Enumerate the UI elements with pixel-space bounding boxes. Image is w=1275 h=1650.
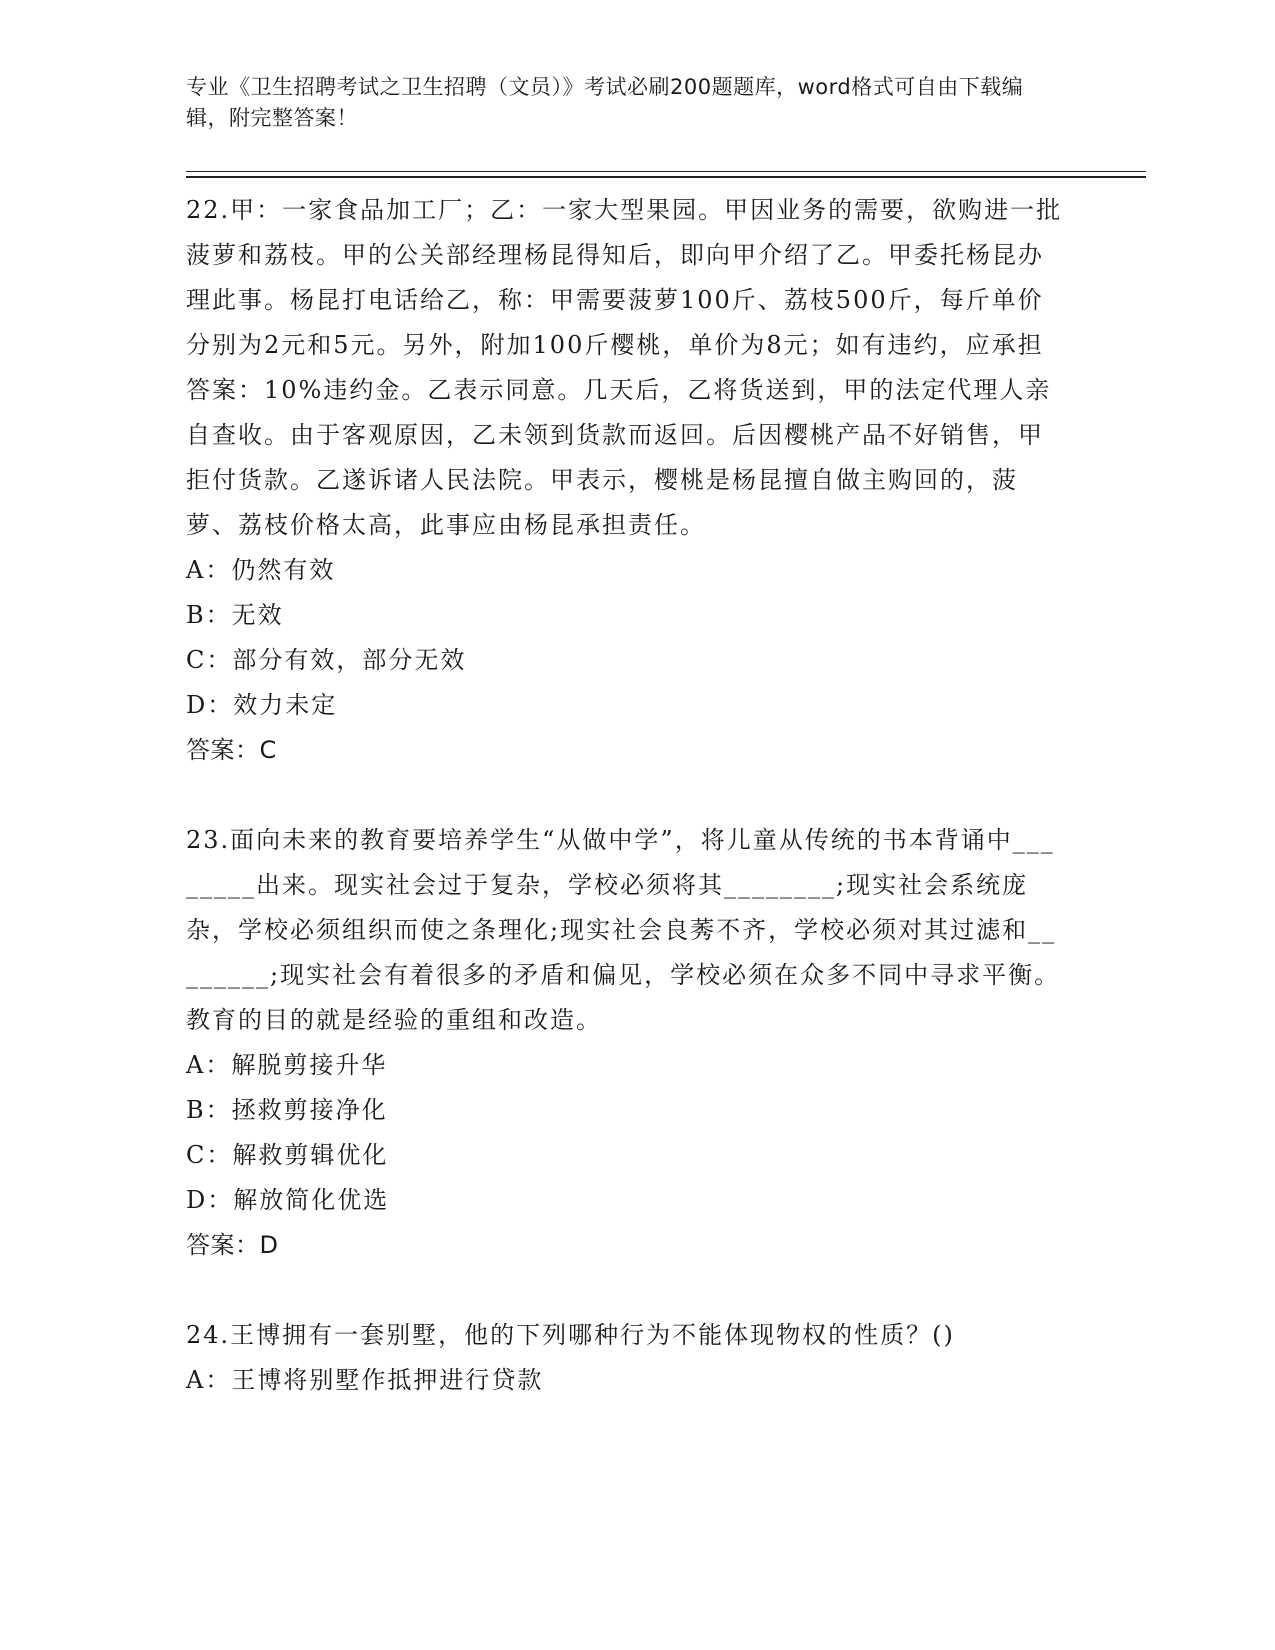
option-a: A：解脱剪接升华 <box>186 1051 388 1079</box>
option-c: C：解救剪辑优化 <box>186 1141 389 1169</box>
option-d: D：解放简化优选 <box>186 1186 390 1214</box>
question-stem: 22.甲：一家食品加工厂；乙：一家大型果园。甲因业务的需要，欲购进一批菠萝和荔枝。甲的公关部经理杨昆得知后，即向甲介绍了乙。甲委托杨昆办理此事。杨昆打电话给乙，称：甲需要菠萝100斤、荔枝500斤，每斤单价分别为2元和5元。另外，附加100斤樱桃，单价为8元；如有违约，应承担答案：10%违约金。乙表示同意。几天后，乙将货送到，甲的法定代理人亲自查收。由于客观原因，乙未领到货款而返回。后因樱桃产品不好销售，甲拒付货款。乙遂诉诸人民法院。甲表示，樱桃是杨昆擅自做主购回的，菠萝、荔枝价格太高，此事应由杨昆承担责任。 <box>186 196 1063 539</box>
question-stem: 24.王博拥有一套别墅，他的下列哪种行为不能体现物权的性质？() <box>186 1321 955 1349</box>
question-spacer <box>186 1268 1066 1313</box>
document-header: 专业《卫生招聘考试之卫生招聘（文员）》考试必刷200题题库，word格式可自由下载编辑，附完整答案！ <box>186 75 1024 130</box>
option-a: A：王博将别墅作抵押进行贷款 <box>186 1366 544 1394</box>
header-divider-thin <box>186 171 1146 172</box>
option-b: B：拯救剪接净化 <box>186 1096 388 1124</box>
question-stem: 23.面向未来的教育要培养学生“从做中学”，将儿童从传统的书本背诵中________出来。现实社会过于复杂，学校必须将其________;现实社会系统庞杂，学校必须组织而使之条理化;现实社会良莠不齐，学校必须对其过滤和________;现实社会有着很多的矛盾和偏见，学校必须在众多不同中寻求平衡。教育的目的就是经验的重组和改造。 <box>186 826 1061 1034</box>
option-a: A：仍然有效 <box>186 556 336 584</box>
answer-line: 答案：C <box>186 736 277 764</box>
option-d: D：效力未定 <box>186 691 338 719</box>
option-c: C：部分有效，部分无效 <box>186 646 467 674</box>
question-23 <box>186 818 1066 1268</box>
question-22 <box>186 188 1066 773</box>
question-24 <box>186 1313 1066 1403</box>
question-spacer <box>186 773 1066 818</box>
header-divider-thick <box>186 176 1146 178</box>
option-b: B：无效 <box>186 601 284 629</box>
question-list <box>186 188 1066 1403</box>
answer-line: 答案：D <box>186 1231 279 1259</box>
